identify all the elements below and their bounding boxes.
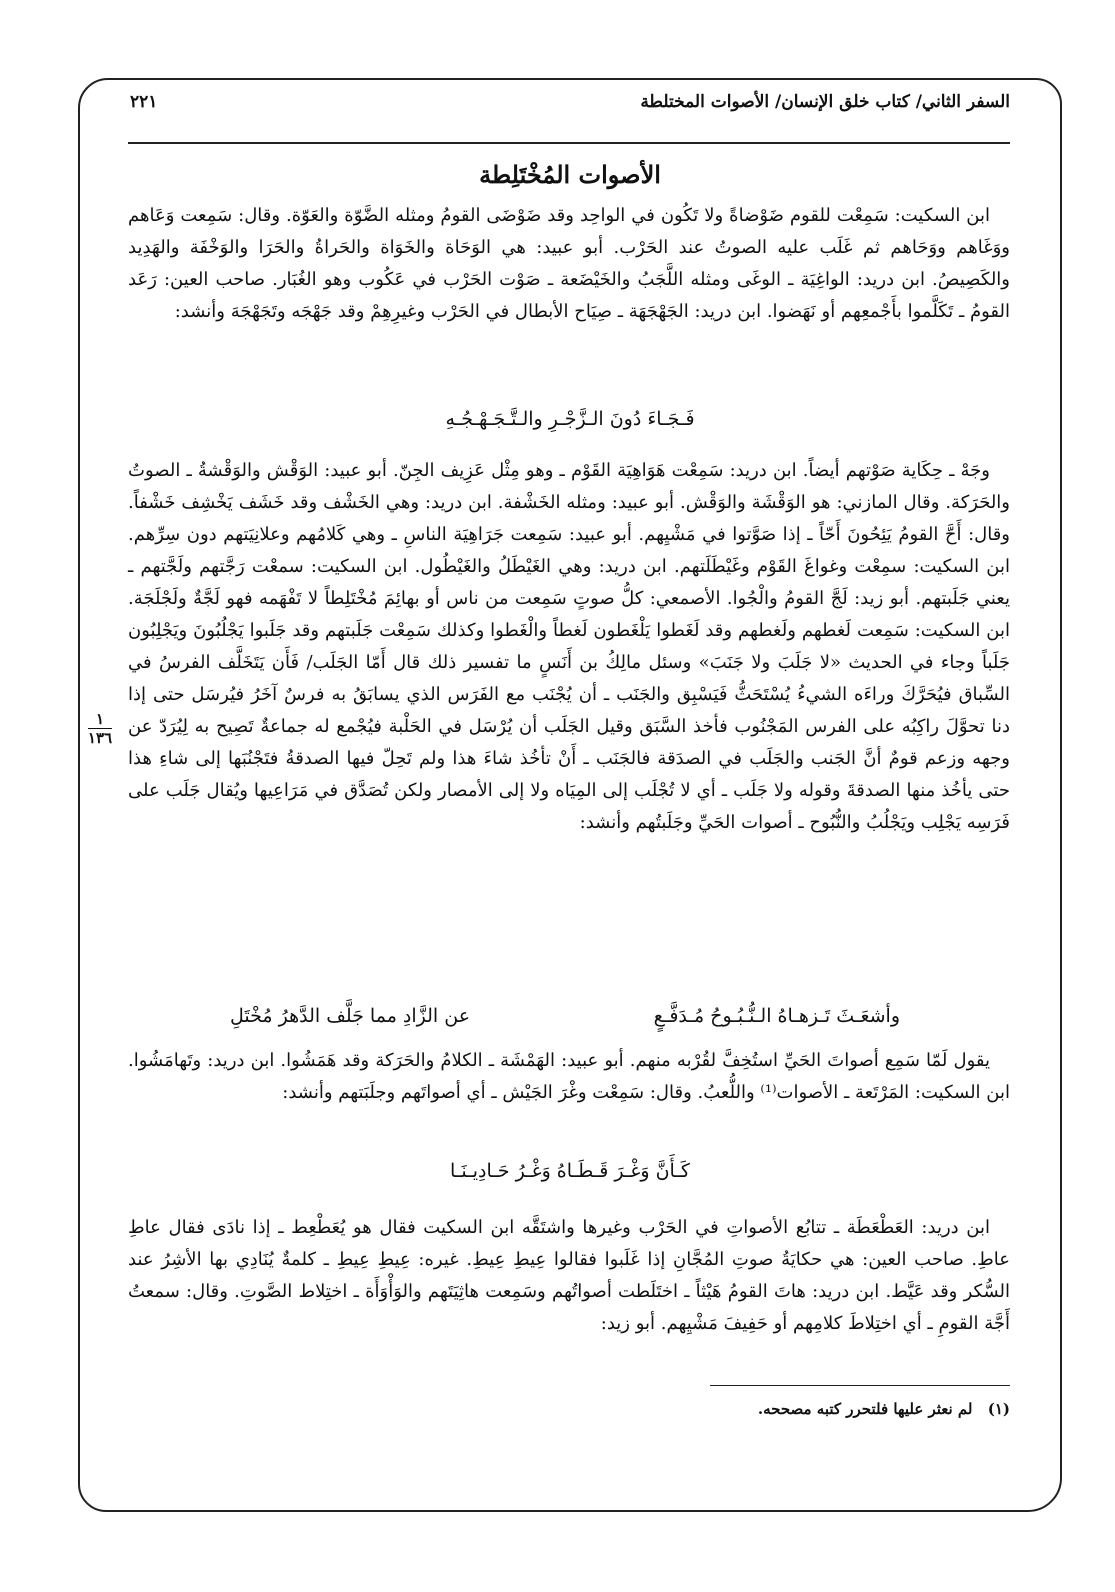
footnote-rule [710, 1385, 1010, 1386]
page-number: ٢٢١ [130, 92, 158, 112]
paragraph-2-text: وجَهْ ـ حِكَاية صَوْتهم أيضاً. ابن دريد: سَمِعْت هَوَاهِيَة القَوْم ـ وهو مِثْل عَزِيف الجِنّ. أبو عبيد: الوَقْش والوَقْشةُ ـ الصوتُ والحَرَكة. وقال المازني: هو الوَقْشَة والوَقْش. أبو عبيد: ومثله الخَشْفة. ابن دريد: وهي الخَشْف وقد خَشَف يَخْشِف خَشْفاً. وقال: أَحَّ القومُ يَئِحُونَ أَحّاً ـ إذا صَوَّتوا في مَشْيِهم. أبو عبيد: سَمِعت جَرَاهِيَة الناسِ ـ وهي كَلامُهم وعلانِيَتهم دون سِرِّهم. ابن السكيت: سمِعْت وغواغَ القَوْم وغَيْطَلَتهم. ابن دريد: وهي الغَيْطَلُ والغَيْطُول. ابن السكيت: سمعْت رَجَّتهم ولَجَّتهم ـ يعني جَلَبتهم. أبو زيد: لَجَّ القومُ والْجُوا. الأصمعي: كلُّ صوتٍ سَمِعت من ناس أو بهائِمَ مُخْتَلِطاً لا تَفْهَمه فهو لَجَّةٌ ولَجْلَجَة. ابن السكيت: سَمِعت لَغطهم ولَغطهم وقد لَغَطوا يَلْغَطون لَغطاً والْغَطوا وكذلك سَمِعْت جَلَبتهم وقد جَلَبوا يَجْلُبُونَ ويَجْلِبُون جَلَباً وجاء في الحديث «لا جَلَبَ ولا جَنَبَ» وسئل مالِكُ بن أَنَسٍ ما تفسير ذلك قال أَمّا الجَلَب/ فَأَن يَتَخَلَّف الفرسُ في السِّباق فيُحَرَّكَ وراءَه الشيءُ يُسْتَحَثُّ فَيَسْبِق والجَنَب ـ أن يُجْنَب مع الفَرَس الذي يسابَقُ به فرسٌ آخَرُ فيُرسَل حتى إذا دنا تحوَّلَ راكِبُه على الفرس المَجْنُوب فأخذ السَّبَق وقيل الجَلَب أن يُرْسَل في الحَلْبة فيُجْمع له جماعةٌ تَصِيح به لِيُرَدّ عن وجهه وزعم قومٌ أنَّ الجَنب والجَلَب في الصدَقة فالجَنَب ـ أَنْ تأخُذ شاءَ هذا ولم تَحِلّ فيها الصدقةُ فتَجْنُبَها إلى شاءِ هذا حتى يأخُذ منها الصدقةَ وقوله ولا جَلَب ـ أي لا تُجْلَب إلى المِيَاه ولا إلى الأمصار ولكن تُصَدَّق في مَرَاعِيها ويُقال جَلَب على فَرَسِه يَجْلِب ويَجْلُبُ والنُّبُوح ـ أصوات الحَيِّ وجَلَبتُهم وأنشد: [128, 460, 1010, 833]
verse-2-first-hemistich: وأشعَـثَ تَـزهـاهُ الـنُّـبُـوحُ مُـدَفَّـعٍ [653, 1005, 900, 1027]
footnote-number: (١) [987, 1400, 1010, 1418]
running-title: السفر الثاني/ كتاب خلق الإنسان/ الأصوات المختلطة [640, 92, 1010, 112]
margin-reference [80, 710, 120, 747]
paragraph-4 [128, 1212, 1010, 1340]
header-rule [128, 142, 1010, 144]
paragraph-3-text: يقول لَمّا سَمِع أصواتَ الحَيِّ استُخِفَّ لقُرْبه منهم. أبو عبيد: الهَمْشَة ـ الكلامُ والحَرَكة وقد هَمَشُوا. ابن دريد: وتَهامَشُوا. ابن السكيت: المَرْتَعة ـ الأصوات⁽¹⁾ واللُّعبُ. وقال: سَمِعْت وغْرَ الجَيْش ـ أي أصواتَهم وجلَبَتهم وأنشد: [128, 1050, 1010, 1103]
verse-2-second-hemistich: عن الزَّادِ مما جَلَّف الدَّهرُ مُخْتَلِ [230, 1005, 471, 1027]
footnote-text: لم نعثر عليها فلتحرر كتبه مصححه. [757, 1400, 973, 1418]
paragraph-1-text: ابن السكيت: سَمِعْت للقوم ضَوْضاةً ولا تَكُون في الواحِد وقد ضَوْضَى القومُ ومثله الضَّوّة والعَوّة. وقال: سَمِعت وَعَاهم ووَغَاهم ووَحَاهم ثم غَلَب عليه الصوتُ عند الحَرْب. أبو عبيد: هي الوَحَاة والخَوَاة والحَراةُ والحَرَا والوَخْفَة والهَدِيد والكَصِيصُ. ابن دريد: الواغِيَة ـ الوغَى ومثله اللَّجَبُ والخَيْضَعة ـ صَوْت الحَرْب في عَكُوب وهو الغُبَار. صاحب العين: رَعَد القومُ ـ تَكَلَّموا بأَجْمعِهم أو نَهَضوا. ابن دريد: الجَهْجَهَة ـ صِيَاح الأبطال في الحَرْب وغيرِهِمْ وقد جَهْجَه وتَجَهْجَهَ وأنشد: [128, 205, 1010, 322]
verse-3: كَـأَنَّ وَغْـرَ قَـطَـاهُ وَغْـرُ حَـادِيـنَـا [450, 1160, 690, 1182]
footnote [758, 1400, 1010, 1418]
paragraph-2 [128, 455, 1010, 839]
margin-ref-bottom: ١٣٦ [87, 729, 113, 747]
paragraph-4-text: ابن دريد: العَطْعَطَة ـ تتابُع الأصواتِ في الحَرْب وغيرها واشتَقَّه ابن السكيت فقال هو يُعَطْعِط ـ إذا نادَى فقال عاطِ عاطِ. صاحب العين: هي حكايَةُ صوتِ المُجَّانِ إذا غَلَبوا فقالوا عِيطِ عِيطِ. غيره: عِيطِ عِيطِ ـ كلمةٌ يُنَادِي بها الأشِرُ عند السُّكر وقد عَيَّط. ابن دريد: هاتَ القومُ هَيْثاً ـ اختَلَطت أصواتُهم وسَمِعت هاثِيَتَهم والوَأْوَأَة ـ اختِلاط الصَّوتِ. وقال: سمعتُ أَجَّة القومِ ـ أي اختِلاطَ كلامِهم أو حَفِيفَ مَشْيِهم. أبو زيد: [128, 1217, 1010, 1334]
verse-1: فَـجَـاءَ دُونَ الـزَّجْـرِ والـتَّـجَـهْـجُـهِ [445, 408, 695, 430]
paragraph-3 [128, 1045, 1010, 1109]
section-title: الأصوات المُخْتَلِطة [479, 160, 661, 189]
margin-ref-top: ١ [95, 710, 105, 728]
page-header [130, 92, 1010, 126]
paragraph-1 [128, 200, 1010, 328]
